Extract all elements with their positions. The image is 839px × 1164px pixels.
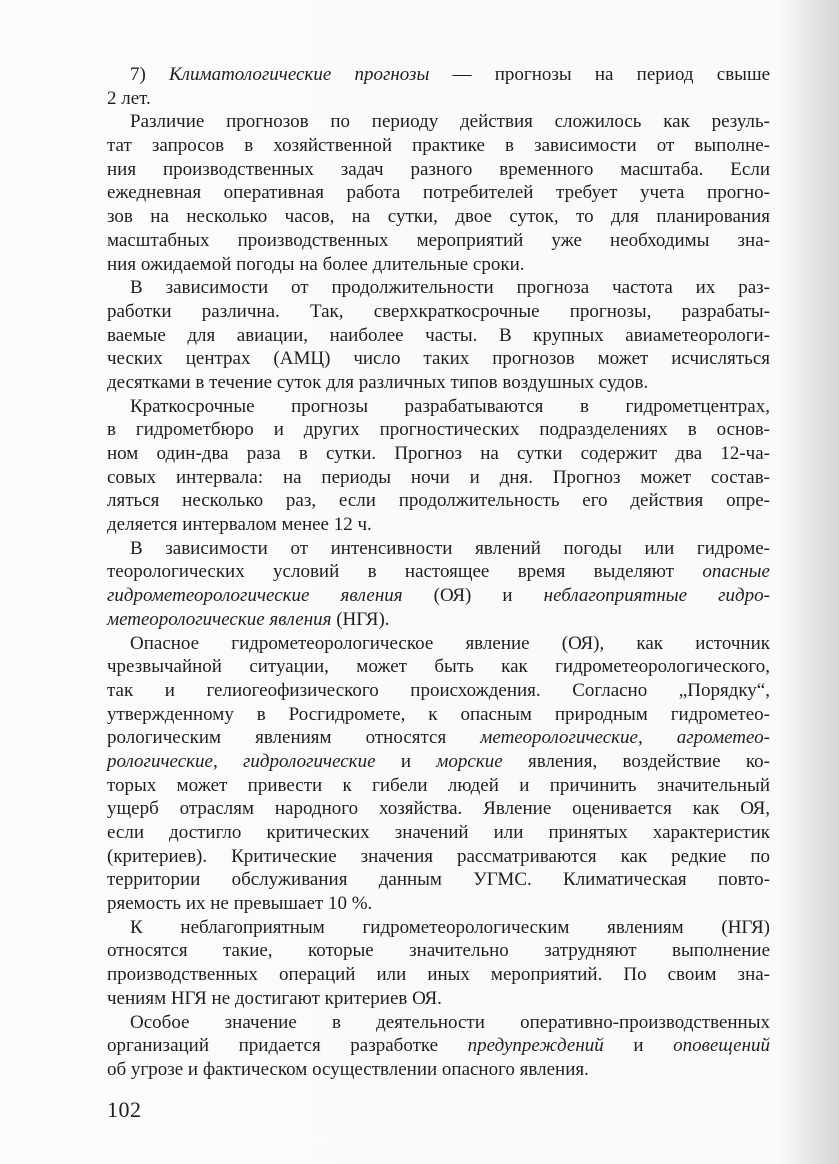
italic-term: метеорологические, агрометео- bbox=[480, 727, 770, 749]
text-segment: 2 лет. bbox=[107, 87, 151, 109]
text-segment: и bbox=[375, 750, 437, 772]
text-line bbox=[107, 608, 770, 632]
page-number: 102 bbox=[107, 1097, 142, 1122]
text-line bbox=[107, 963, 770, 987]
text-segment: 7) bbox=[130, 64, 170, 85]
text-segment: ежедневная оперативная работа потребителей требует учета прогно- bbox=[107, 182, 770, 204]
text-segment: в гидрометбюро и других прогностических подразделениях в основ- bbox=[107, 419, 770, 441]
text-line bbox=[107, 110, 770, 134]
text-segment: Особое значение в деятельности оперативно-производственных bbox=[130, 1011, 770, 1033]
text-line bbox=[107, 229, 770, 253]
text-segment: об угрозе и фактическом осуществлении опасного явления. bbox=[107, 1058, 589, 1080]
text-line bbox=[107, 560, 770, 584]
paragraph bbox=[107, 276, 770, 394]
italic-term: неблагоприятные гидро- bbox=[543, 585, 770, 607]
text-segment: торых может привести к гибели людей и причинить значительный bbox=[107, 774, 770, 796]
text-line bbox=[107, 774, 770, 798]
text-line bbox=[107, 347, 770, 371]
italic-term: оповещений bbox=[673, 1035, 770, 1057]
text-line bbox=[107, 489, 770, 513]
text-segment: работки различна. Так, сверхкраткосрочные прогнозы, разрабаты- bbox=[107, 300, 770, 322]
text-segment: (ОЯ) и bbox=[402, 585, 544, 607]
text-segment: — прогнозы на период свыше bbox=[429, 64, 771, 85]
text-line bbox=[107, 1011, 770, 1035]
text-segment: Опасное гидрометеорологическое явление (ОЯ), как источник bbox=[130, 632, 770, 654]
text-line bbox=[107, 1034, 770, 1058]
page-body bbox=[107, 63, 770, 1082]
text-line bbox=[107, 750, 770, 774]
text-segment: Краткосрочные прогнозы разрабатываются в гидрометцентрах, bbox=[130, 395, 770, 417]
text-segment: рологическим явлениям относятся bbox=[107, 727, 481, 749]
text-segment: чениям НГЯ не достигают критериев ОЯ. bbox=[107, 987, 442, 1009]
text-segment: ческих центрах (АМЦ) число таких прогнозов может исчисляться bbox=[107, 348, 770, 370]
italic-term: опасные bbox=[702, 561, 770, 583]
text-line bbox=[107, 300, 770, 324]
text-line bbox=[107, 253, 770, 277]
text-line bbox=[107, 134, 770, 158]
text-line bbox=[107, 418, 770, 442]
paragraph bbox=[107, 1011, 770, 1082]
text-segment: и bbox=[603, 1035, 674, 1057]
text-segment: ряемость их не превышает 10 %. bbox=[107, 893, 373, 915]
text-segment: так и гелиогеофизического происхождения. Согласно „Порядку“, bbox=[107, 679, 770, 701]
text-line bbox=[107, 181, 770, 205]
paragraph bbox=[107, 537, 770, 632]
text-line bbox=[107, 276, 770, 300]
paragraph bbox=[107, 110, 770, 276]
text-segment: десятками в течение суток для различных типов воздушных судов. bbox=[107, 371, 649, 393]
text-line bbox=[107, 916, 770, 940]
text-line bbox=[107, 703, 770, 727]
italic-term: морские bbox=[436, 750, 503, 772]
text-segment: чрезвычайной ситуации, может быть как гидрометеорологического, bbox=[107, 656, 770, 678]
text-segment: организаций придается разработке bbox=[107, 1035, 468, 1057]
text-line bbox=[107, 205, 770, 229]
text-line bbox=[107, 87, 770, 111]
text-line bbox=[107, 442, 770, 466]
text-line bbox=[107, 632, 770, 656]
paragraph bbox=[107, 395, 770, 537]
text-line bbox=[107, 395, 770, 419]
text-line bbox=[107, 1058, 770, 1082]
text-line bbox=[107, 679, 770, 703]
text-segment: ном один-два раза в сутки. Прогноз на сутки содержит два 12-ча- bbox=[107, 443, 770, 464]
paragraph bbox=[107, 916, 770, 1011]
text-segment: относятся такие, которые значительно затрудняют выполнение bbox=[107, 940, 770, 962]
text-line bbox=[107, 868, 770, 892]
paragraph bbox=[107, 63, 770, 110]
text-line bbox=[107, 939, 770, 963]
italic-term: предупреждений bbox=[467, 1035, 604, 1057]
italic-term: метеорологические явления bbox=[107, 608, 332, 630]
text-line bbox=[107, 845, 770, 869]
text-segment: ния ожидаемой погоды на более длительные сроки. bbox=[107, 253, 525, 275]
text-line bbox=[107, 158, 770, 182]
italic-term: рологические, гидрологические bbox=[107, 750, 376, 772]
text-line bbox=[107, 324, 770, 348]
text-segment: (критериев). Критические значения рассматриваются как редкие по bbox=[107, 845, 770, 867]
text-segment: В зависимости от интенсивности явлений погоды или гидроме- bbox=[130, 537, 770, 559]
text-segment: В зависимости от продолжительности прогноза частота их раз- bbox=[130, 277, 770, 299]
text-segment: теорологических условий в настоящее время выделяют bbox=[107, 561, 703, 583]
text-segment: ущерб отраслям народного хозяйства. Явление оценивается как ОЯ, bbox=[107, 798, 770, 820]
text-segment: явления, воздействие ко- bbox=[502, 750, 770, 772]
text-segment: ния производственных задач разного временного масштаба. Если bbox=[107, 158, 770, 180]
text-segment: К неблагоприятным гидрометеорологическим явлениям (НГЯ) bbox=[130, 916, 770, 938]
text-segment: Различие прогнозов по периоду действия сложилось как резуль- bbox=[130, 111, 770, 133]
italic-term: гидрометеорологические явления bbox=[107, 585, 403, 607]
paragraph bbox=[107, 632, 770, 916]
text-line bbox=[107, 513, 770, 537]
text-line bbox=[107, 655, 770, 679]
text-line bbox=[107, 63, 770, 87]
text-line bbox=[107, 466, 770, 490]
text-segment: утвержденному в Росгидромете, к опасным природным гидрометео- bbox=[107, 703, 770, 725]
text-segment: (НГЯ). bbox=[331, 608, 390, 630]
text-segment: ляться несколько раз, если продолжительность его действия опре- bbox=[107, 490, 770, 512]
text-segment: масштабных производственных мероприятий уже необходимы зна- bbox=[107, 229, 770, 251]
text-segment: производственных операций или иных мероприятий. По своим зна- bbox=[107, 964, 770, 986]
text-line bbox=[107, 537, 770, 561]
text-segment: территории обслуживания данным УГМС. Климатическая повто- bbox=[107, 869, 770, 891]
italic-term: Климатологические прогнозы bbox=[169, 64, 430, 85]
text-line bbox=[107, 987, 770, 1011]
text-line bbox=[107, 797, 770, 821]
text-line bbox=[107, 584, 770, 608]
text-line bbox=[107, 726, 770, 750]
text-segment: деляется интервалом менее 12 ч. bbox=[107, 514, 372, 536]
text-segment: ваемые для авиации, наиболее часты. В крупных авиаметеорологи- bbox=[107, 324, 770, 346]
text-segment: тат запросов в хозяйственной практике в зависимости от выполне- bbox=[107, 135, 770, 157]
text-segment: совых интервала: на периоды ночи и дня. Прогноз может состав- bbox=[107, 466, 770, 488]
text-line bbox=[107, 892, 770, 916]
text-line bbox=[107, 371, 770, 395]
text-segment: зов на несколько часов, на сутки, двое суток, то для планирования bbox=[107, 206, 770, 228]
text-line bbox=[107, 821, 770, 845]
text-segment: если достигло критических значений или принятых характеристик bbox=[107, 822, 770, 843]
